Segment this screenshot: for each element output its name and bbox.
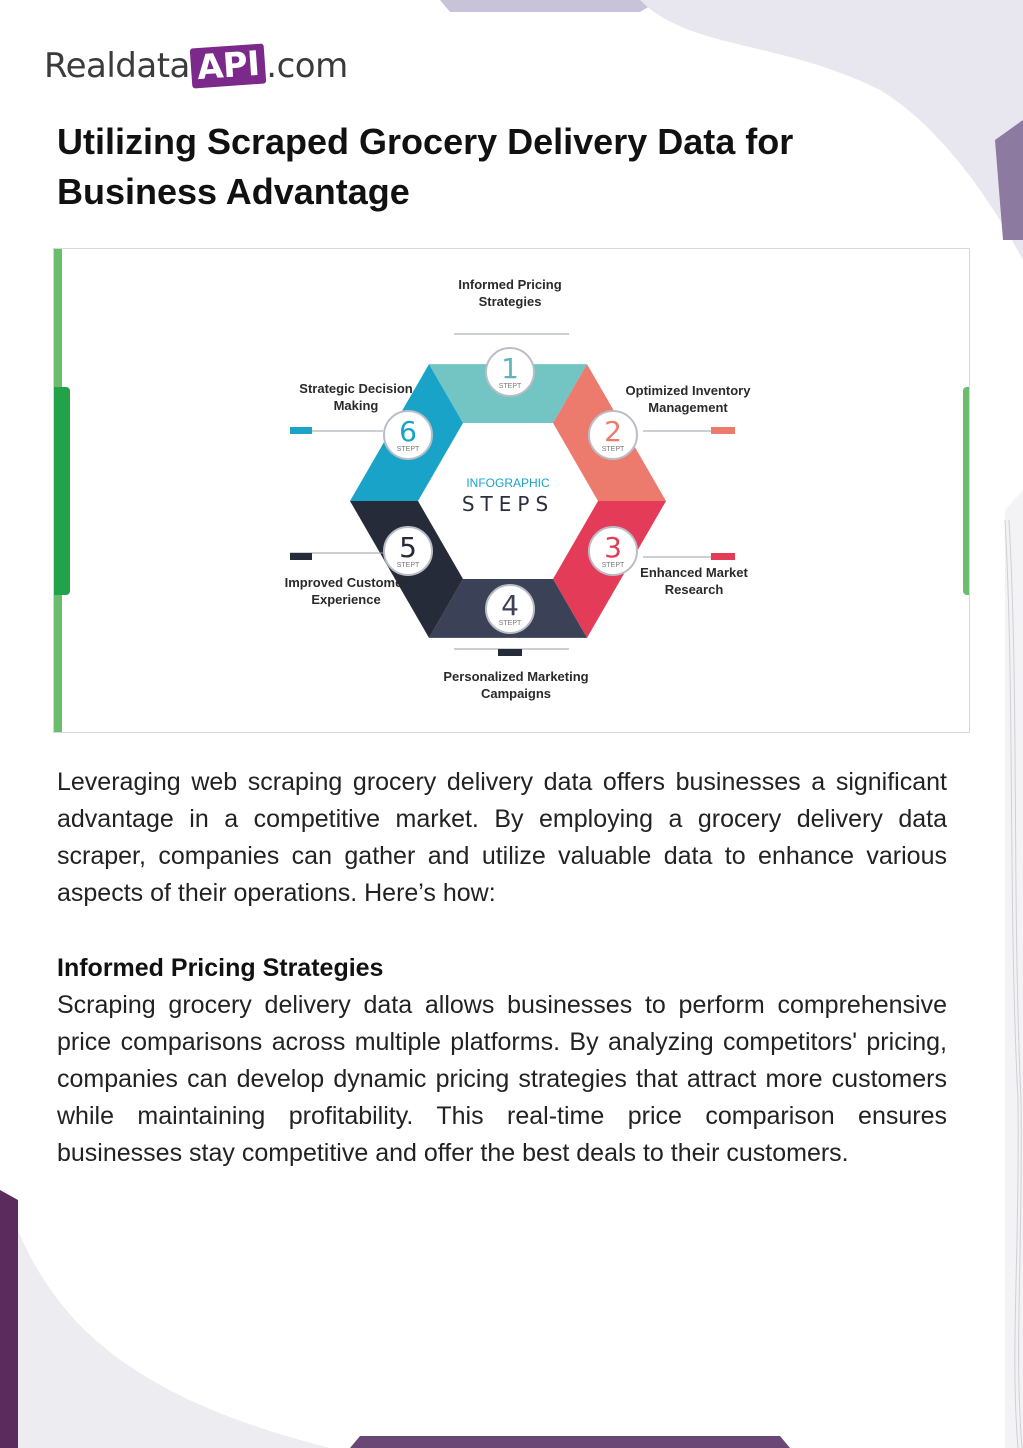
step-label-2-line1: Optimized Inventory [625,383,751,398]
step-badge-4 [486,585,534,633]
step-word: STEPT [396,562,420,569]
infographic-figure [53,248,970,733]
intro-paragraph: Leveraging web scraping grocery delivery data offers businesses a significant advantage in a competitive market. By employing a grocery delivery data scraper, companies can gather and utilize valuable data to enhance various aspects of their operations. Here’s how: [57,768,947,907]
connector-marker-5 [290,553,312,560]
connector-marker-6 [290,427,312,434]
step-badge-2 [589,411,637,459]
step-label-6-line1: Strategic Decision [299,381,413,396]
step-label-5-line1: Improved Customer [284,575,408,590]
step-number: 4 [501,589,519,622]
brand-logo[interactable] [44,40,348,92]
step-badge-6 [384,411,432,459]
step-label-4-line1: Personalized Marketing [443,669,589,684]
connector-marker-2 [711,427,735,434]
step-word: STEPT [396,446,420,453]
section-heading: Informed Pricing Strategies [57,954,384,982]
infographic-center-big: STEPS [461,492,555,516]
connector-marker-4 [498,649,522,656]
step-badge-1 [486,348,534,396]
connector-marker-3 [711,553,735,560]
step-number: 5 [399,531,417,564]
step-word: STEPT [601,562,625,569]
step-label-6-line2: Making [333,398,379,413]
infographic-svg [54,249,971,734]
step-label-1-line2: Strategies [478,294,542,309]
step-badge-3 [589,527,637,575]
logo-text-post: .com [266,46,348,86]
step-label-3-line2: Research [664,582,724,597]
step-number: 1 [501,352,519,385]
step-label-1-line1: Informed Pricing [458,277,562,292]
step-word: STEPT [498,620,522,627]
infographic-center-small: INFOGRAPHIC [466,476,550,490]
step-number: 2 [604,415,622,448]
step-label-5-line2: Experience [311,592,381,607]
step-label-4-line2: Campaigns [480,686,552,701]
section-paragraph: Scraping grocery delivery data allows businesses to perform comprehensive price comparisons across multiple platforms. By analyzing competitors' pricing, companies can develop dynamic pricing strategies that attract more customers while maintaining profitability. This real-time price comparison ensures businesses stay competitive and offer the best deals to their customers. [57,991,947,1167]
step-label-3-line1: Enhanced Market [640,565,748,580]
step-number: 6 [399,415,417,448]
step-word: STEPT [498,383,522,390]
step-label-2-line2: Management [648,400,728,415]
step-badge-5 [384,527,432,575]
logo-text-api: API [190,43,267,88]
page-title: Utilizing Scraped Grocery Delivery Data for Business Advantage [57,121,794,212]
step-word: STEPT [601,446,625,453]
step-number: 3 [604,531,622,564]
logo-text-pre: Realdata [44,46,190,86]
